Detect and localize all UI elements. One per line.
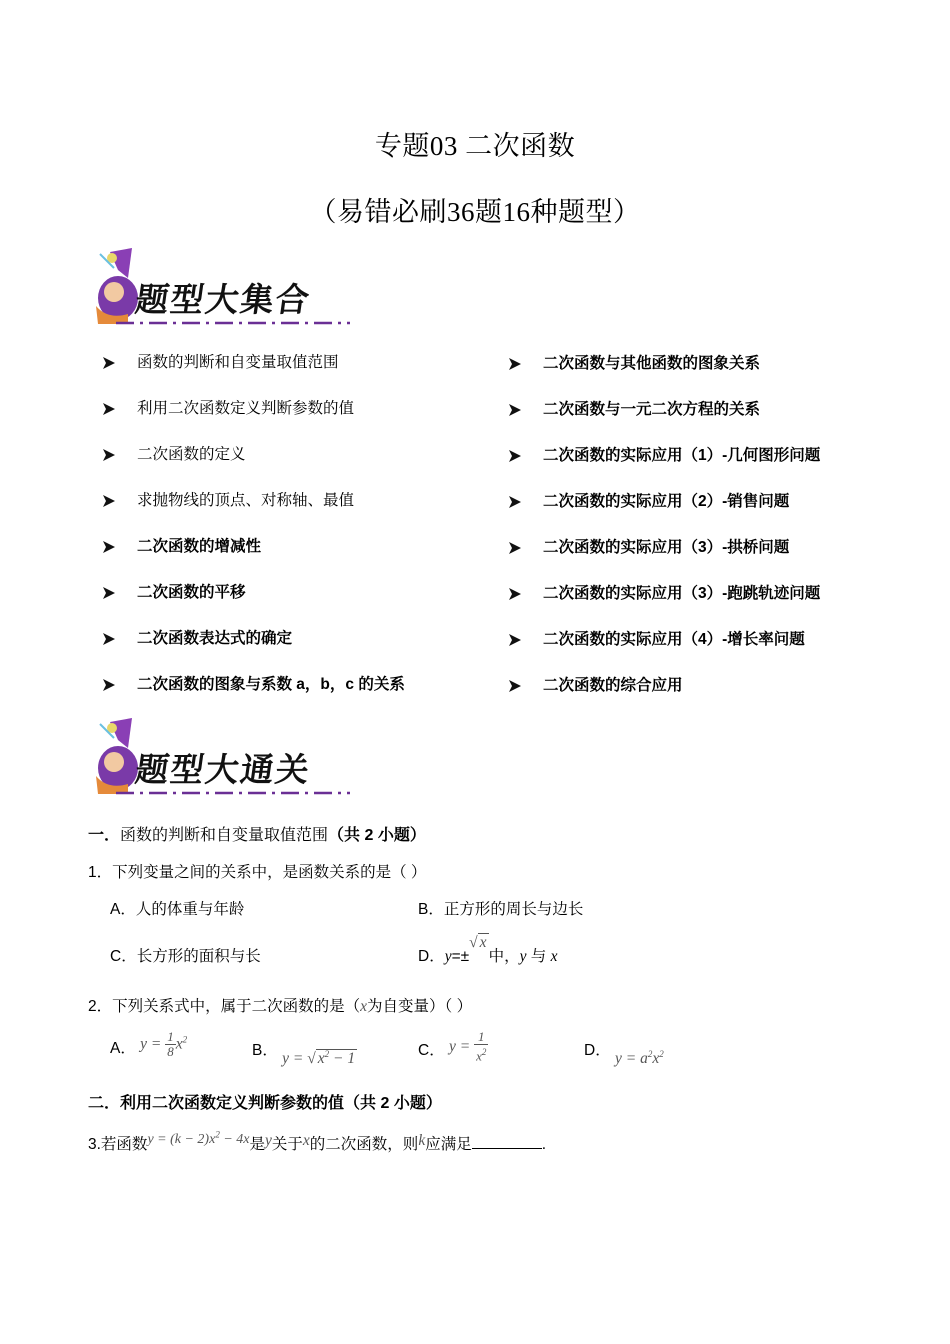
q2-option-d: D． $y = a^2x^2$ <box>584 1042 664 1067</box>
toc-item-label: 二次函数的实际应用（4）-增长率问题 <box>543 631 805 648</box>
banner-title: 题型大集合 <box>132 280 314 319</box>
page-title: 专题03 二次函数 <box>374 131 576 161</box>
arrow-bullet-icon <box>102 678 116 692</box>
toc-item-label: 二次函数的实际应用（1）-几何图形问题 <box>543 447 821 464</box>
q2-option-a: A． y = $\frac{1}{8}$ $x^2$ <box>110 1029 188 1059</box>
q2-option-c: C． y = $\frac{1}{x^2}$ <box>418 1029 487 1064</box>
arrow-bullet-icon <box>508 403 522 417</box>
arrow-bullet-icon <box>102 402 116 416</box>
section-heading-2: 二．利用二次函数定义判断参数的值（共 2 小题） <box>88 1095 442 1112</box>
question-2-stem: 2．下列关系式中，属于二次函数的是（x为自变量）（ ） <box>88 998 473 1015</box>
arrow-bullet-icon <box>508 541 522 555</box>
section-heading-1: 一．函数的判断和自变量取值范围（共 2 小题） <box>88 827 426 844</box>
arrow-bullet-icon <box>102 540 116 554</box>
toc-item-label: 二次函数表达式的确定 <box>137 630 293 647</box>
q2-option-b: B． y = √ $x^2 - 1$ <box>252 1042 356 1067</box>
toc-item-label: 求抛物线的顶点、对称轴、最值 <box>137 492 355 509</box>
arrow-bullet-icon <box>508 449 522 463</box>
arrow-bullet-icon <box>508 633 522 647</box>
q1-option-a: A．人的体重与年龄 <box>110 901 245 918</box>
arrow-bullet-icon <box>508 679 522 693</box>
toc-item-label: 利用二次函数定义判断参数的值 <box>137 400 355 417</box>
arrow-bullet-icon <box>102 632 116 646</box>
toc-item-label: 二次函数的综合应用 <box>543 677 683 694</box>
toc-item-label: 函数的判断和自变量取值范围 <box>137 354 339 371</box>
arrow-bullet-icon <box>102 494 116 508</box>
page-subtitle: （易错必刷36题16种题型） <box>309 197 641 227</box>
toc-item-label: 二次函数的定义 <box>137 446 246 463</box>
q1-option-c: C．长方形的面积与长 <box>110 948 261 965</box>
toc-item-label: 二次函数与一元二次方程的关系 <box>543 401 761 418</box>
toc-item-label: 二次函数的实际应用（2）-销售问题 <box>543 493 790 510</box>
arrow-bullet-icon <box>102 448 116 462</box>
question-1-stem: 1．下列变量之间的关系中，是函数关系的是（ ） <box>88 864 427 881</box>
arrow-bullet-icon <box>508 357 522 371</box>
arrow-bullet-icon <box>508 587 522 601</box>
toc-item-label: 二次函数的增减性 <box>137 538 262 555</box>
toc-item-label: 二次函数的图象与系数 a，b，c 的关系 <box>137 676 405 693</box>
toc-item-label: 二次函数与其他函数的图象关系 <box>543 355 761 372</box>
toc-item-label: 二次函数的实际应用（3）-拱桥问题 <box>543 539 790 556</box>
section-banner-collection <box>88 248 350 330</box>
question-3-stem: 3.若函数$y = (k - 2)x^2 - 4x$是y关于x的二次函数，则k应满足 . <box>88 1129 547 1153</box>
q1-option-b: B．正方形的周长与边长 <box>418 901 584 918</box>
toc-item-label: 二次函数的平移 <box>137 584 246 601</box>
answer-blank[interactable] <box>472 1134 542 1149</box>
banner-title: 题型大通关 <box>132 750 314 789</box>
q1-option-d: D．y=±√ x中，y 与 x <box>418 934 558 965</box>
arrow-bullet-icon <box>508 495 522 509</box>
arrow-bullet-icon <box>102 586 116 600</box>
toc-item-label: 二次函数的实际应用（3）-跑跳轨迹问题 <box>543 585 821 602</box>
arrow-bullet-icon <box>102 356 116 370</box>
section-banner-breakthrough <box>88 718 350 800</box>
